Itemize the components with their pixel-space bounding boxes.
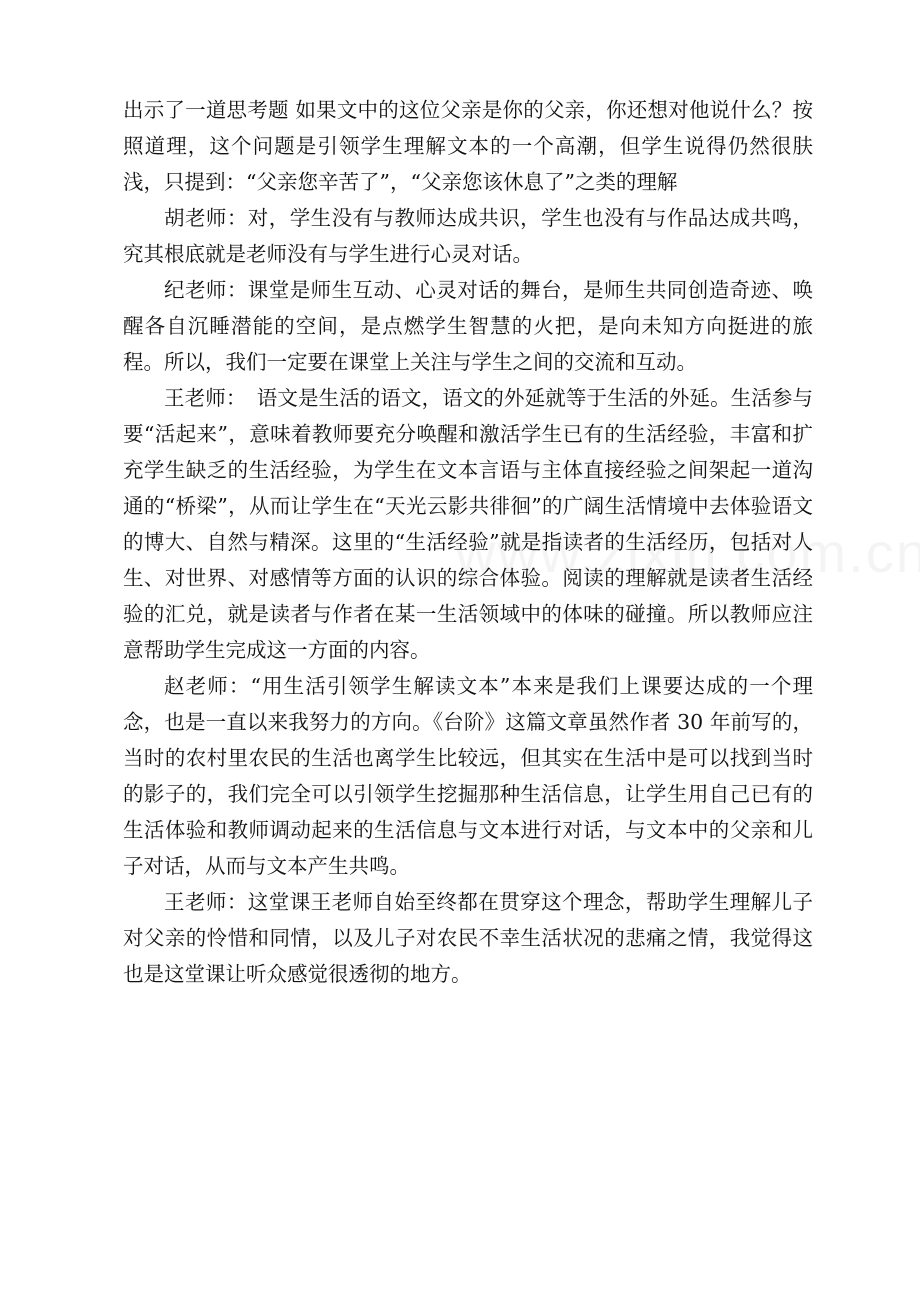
- paragraph-ji-teacher: 纪老师：课堂是师生互动、心灵对话的舞台，是师生共同创造奇迹、唤醒各自沉睡潜能的空间，是点燃学生智慧的火把，是向未知方向挺进的旅程。所以，我们一定要在课堂上关注与学生之间的交流和互动。: [123, 278, 813, 374]
- paragraph-wang-teacher-2: 王老师：这堂课王老师自始至终都在贯穿这个理念，帮助学生理解儿子对父亲的怜惜和同情，以及儿子对农民不幸生活状况的悲痛之情，我觉得这也是这堂课让听众感觉很透彻的地方。: [123, 890, 813, 986]
- paragraph-zhao-teacher: 赵老师：“用生活引领学生解读文本”本来是我们上课要达成的一个理念，也是一直以来我努力的方向。《台阶》这篇文章虽然作者 30 年前写的，当时的农村里农民的生活也离学生比较远，但其实在生活中是可以找到当时的影子的，我们完全可以引领学生挖掘那种生活信息，让学生用自己已有的生活体验和教师调动起来的生活信息与文本进行对话，与文本中的父亲和儿子对话，从而与文本产生共鸣。: [123, 674, 813, 878]
- paragraph-wang-teacher-1: 王老师： 语文是生活的语文，语文的外延就等于生活的外延。生活参与要“活起来”，意味着教师要充分唤醒和激活学生已有的生活经验，丰富和扩充学生缺乏的生活经验，为学生在文本言语与主体直接经验之间架起一道沟通的“桥梁”，从而让学生在“天光云影共徘徊”的广阔生活情境中去体验语文的博大、自然与精深。这里的“生活经验”就是指读者的生活经历，包括对人生、对世界、对感情等方面的认识的综合体验。阅读的理解就是读者生活经验的汇兑，就是读者与作者在某一生活领域中的体味的碰撞。所以教师应注意帮助学生完成这一方面的内容。: [123, 386, 813, 662]
- paragraph-continuation: 出示了一道思考题 如果文中的这位父亲是你的父亲，你还想对他说什么？按照道理，这个问题是引领学生理解文本的一个高潮，但学生说得仍然很肤浅，只提到：“父亲您辛苦了”，“父亲您该休息了”之类的理解: [123, 98, 813, 194]
- document-body: [123, 92, 813, 992]
- paragraph-hu-teacher: 胡老师：对，学生没有与教师达成共识，学生也没有与作品达成共鸣，究其根底就是老师没有与学生进行心灵对话。: [123, 206, 813, 266]
